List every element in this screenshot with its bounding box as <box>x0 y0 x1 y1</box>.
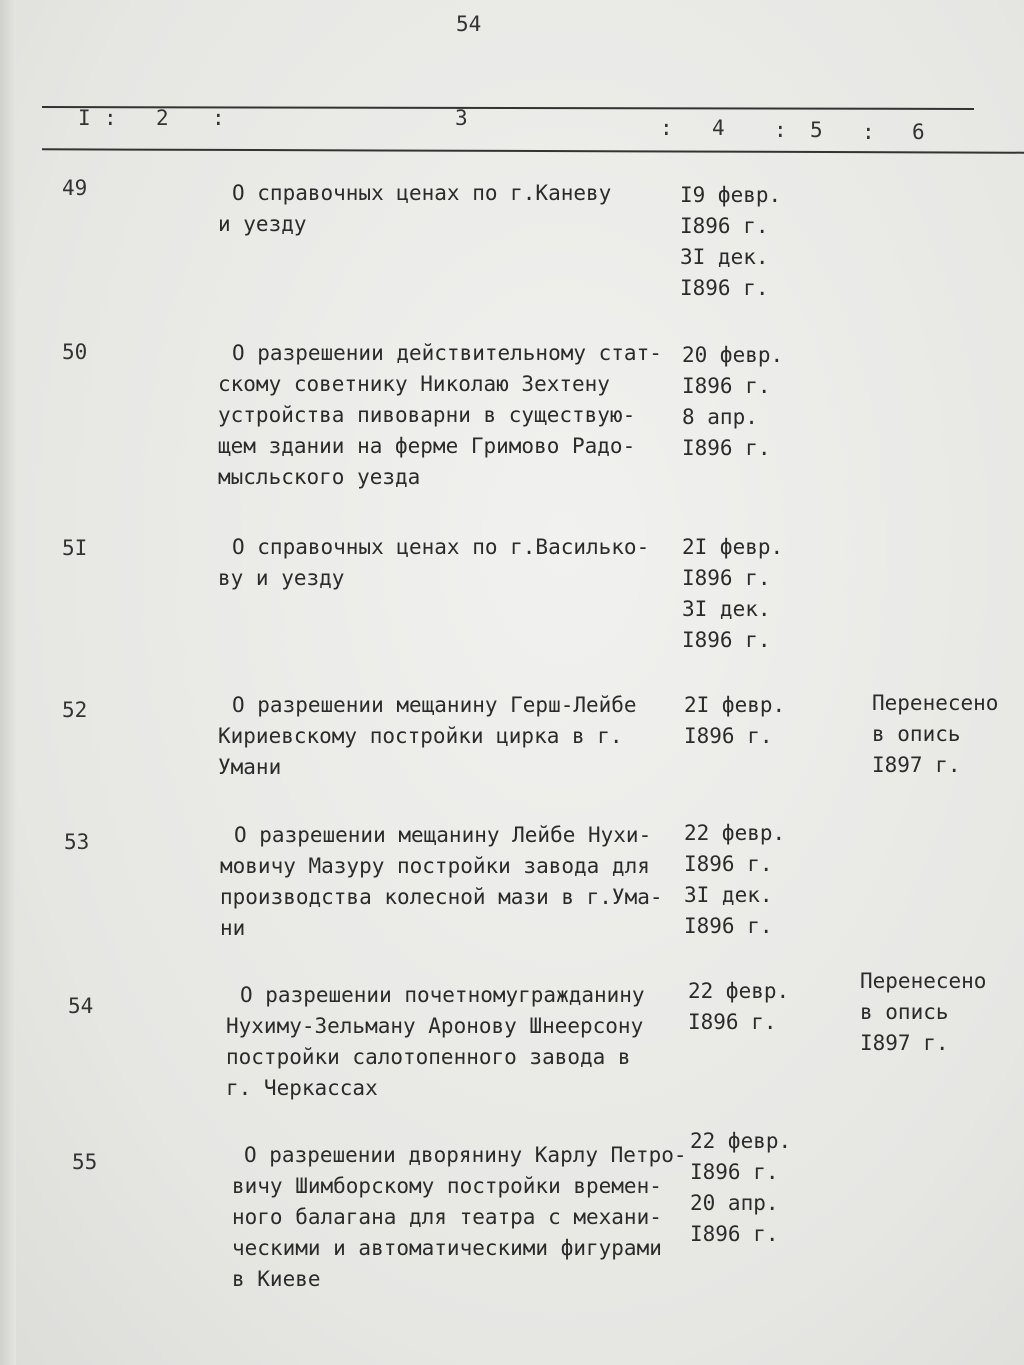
header-top-rule <box>42 106 974 110</box>
description-line: Кириевскому постройки цирка в г. <box>218 724 623 748</box>
entry-dates <box>682 532 783 656</box>
description-line: О справочных ценах по г.Василько- <box>232 535 650 559</box>
description-line: ного балагана для театра с механи- <box>232 1205 662 1229</box>
date-line: 3I дек. <box>682 597 771 621</box>
column-header-2: 2 <box>156 106 169 130</box>
date-line: I896 г. <box>682 628 771 652</box>
description-line: щем здании на ферме Гримово Радо- <box>218 434 636 458</box>
description-line: мысльского уезда <box>218 465 421 489</box>
entry-dates <box>684 690 785 752</box>
date-line: 22 февр. <box>688 979 790 1003</box>
description-line: Умани <box>218 755 282 779</box>
description-line: О справочных ценах по г.Каневу <box>232 181 612 205</box>
description-line: устройства пивоварни в существую- <box>218 403 636 427</box>
page-edge-shadow <box>0 0 16 1365</box>
entry-number: 5I <box>62 536 88 560</box>
entry-dates <box>682 340 783 464</box>
date-line: I896 г. <box>680 214 769 238</box>
entry-number: 54 <box>68 994 94 1018</box>
note-line: Перенесено <box>860 969 987 993</box>
description-line: О разрешении дворянину Карлу Петро- <box>244 1143 687 1167</box>
column-header-sep: : <box>104 106 117 130</box>
description-line: ческими и автоматическими фигурами <box>232 1236 662 1260</box>
description-line: производства колесной мази в г.Ума- <box>220 885 663 909</box>
page-number: 54 <box>456 12 482 36</box>
entry-dates <box>680 180 781 304</box>
date-line: I896 г. <box>684 724 773 748</box>
date-line: I896 г. <box>682 436 771 460</box>
entry-description <box>220 820 663 944</box>
column-header-1: I <box>78 106 91 130</box>
entry-description <box>218 338 662 493</box>
date-line: 20 апр. <box>690 1191 779 1215</box>
entry-dates <box>688 976 789 1038</box>
date-line: I896 г. <box>682 566 771 590</box>
entry-description <box>226 980 645 1104</box>
date-line: I896 г. <box>682 374 771 398</box>
entry-number: 53 <box>64 830 90 854</box>
description-line: Нухиму-Зельману Аронову Шнеерсону <box>226 1014 644 1038</box>
description-line: г. Черкассах <box>226 1076 378 1100</box>
header-bottom-rule <box>42 148 1024 153</box>
description-line: ву и уезду <box>218 566 345 590</box>
entry-number: 52 <box>62 698 88 722</box>
note-line: в опись <box>860 1000 949 1024</box>
column-header-4: 4 <box>712 116 725 140</box>
entry-note <box>872 688 998 781</box>
column-header-sep: : <box>774 118 787 142</box>
entry-number: 55 <box>72 1150 98 1174</box>
description-line: мовичу Мазуру постройки завода для <box>220 854 650 878</box>
column-header-sep: : <box>212 106 225 130</box>
column-header-6: 6 <box>912 120 925 144</box>
entry-description <box>218 532 649 594</box>
date-line: I896 г. <box>684 914 773 938</box>
description-line: ни <box>220 916 246 940</box>
note-line: I897 г. <box>872 753 961 777</box>
column-header-sep: : <box>660 116 673 140</box>
entry-description <box>232 1140 687 1295</box>
description-line: в Киеве <box>232 1267 321 1291</box>
description-line: О разрешении мещанину Герш-Лейбе <box>232 693 637 717</box>
date-line: 8 апр. <box>682 405 758 429</box>
entry-dates <box>690 1126 791 1250</box>
date-line: 2I февр. <box>682 535 784 559</box>
date-line: 2I февр. <box>684 693 786 717</box>
entry-dates <box>684 818 785 942</box>
date-line: 3I дек. <box>684 883 773 907</box>
note-line: в опись <box>872 722 961 746</box>
description-line: О разрешении действительному стат- <box>232 341 662 365</box>
description-line: О разрешении мещанину Лейбе Нухи- <box>234 823 652 847</box>
date-line: I896 г. <box>684 852 773 876</box>
column-header-sep: : <box>862 120 875 144</box>
entry-note <box>860 966 986 1059</box>
date-line: 3I дек. <box>680 245 769 269</box>
description-line: скому советнику Николаю Зехтену <box>218 372 610 396</box>
date-line: 22 февр. <box>684 821 786 845</box>
entry-number: 50 <box>62 340 88 364</box>
date-line: I9 февр. <box>680 183 782 207</box>
description-line: вичу Шимборскому постройки времен- <box>232 1174 662 1198</box>
date-line: I896 г. <box>680 276 769 300</box>
entry-description <box>218 690 637 783</box>
note-line: Перенесено <box>872 691 999 715</box>
entry-description <box>218 178 611 240</box>
description-line: постройки салотопенного завода в <box>226 1045 631 1069</box>
date-line: 20 февр. <box>682 343 784 367</box>
note-line: I897 г. <box>860 1031 949 1055</box>
description-line: и уезду <box>218 212 307 236</box>
column-header-3: 3 <box>455 106 468 130</box>
date-line: I896 г. <box>690 1222 779 1246</box>
date-line: 22 февр. <box>690 1129 792 1153</box>
description-line: О разрешении почетномугражданину <box>240 983 645 1007</box>
entry-number: 49 <box>62 176 88 200</box>
date-line: I896 г. <box>688 1010 777 1034</box>
date-line: I896 г. <box>690 1160 779 1184</box>
column-header-5: 5 <box>810 118 823 142</box>
